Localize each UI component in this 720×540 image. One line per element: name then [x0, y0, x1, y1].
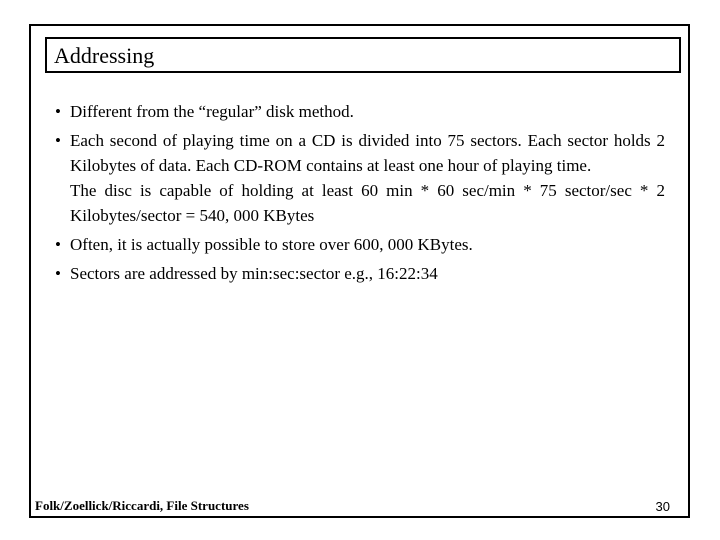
bullet-icon: •	[55, 102, 61, 121]
bullet-text: Different from the “regular” disk method.	[70, 102, 354, 121]
title-box	[45, 37, 681, 73]
bullet-text: Sectors are addressed by min:sec:sector e.g., 16:22:34	[70, 264, 438, 283]
bullet-text: Each second of playing time on a CD is divided into 75 sectors. Each sector holds 2 Kilobytes of data. Each CD-ROM contains at least one hour of playing time.	[70, 131, 665, 175]
bullet-item	[55, 99, 665, 124]
bullet-item	[55, 261, 665, 286]
bullet-icon: •	[55, 235, 61, 254]
bullet-continuation-text: The disc is capable of holding at least 60 min * 60 sec/min * 75 sector/sec * 2 Kilobytes/sector = 540, 000 KBytes	[70, 181, 665, 225]
bullet-icon: •	[55, 131, 61, 150]
page-number: 30	[655, 499, 670, 514]
bullet-icon: •	[55, 264, 61, 283]
bullet-text: Often, it is actually possible to store over 600, 000 KBytes.	[70, 235, 473, 254]
slide-frame	[29, 24, 690, 518]
bullet-list	[55, 99, 665, 290]
bullet-item	[55, 232, 665, 257]
footer-credit: Folk/Zoellick/Riccardi, File Structures	[35, 498, 249, 513]
slide-title: Addressing	[54, 43, 155, 68]
bullet-item	[55, 128, 665, 228]
